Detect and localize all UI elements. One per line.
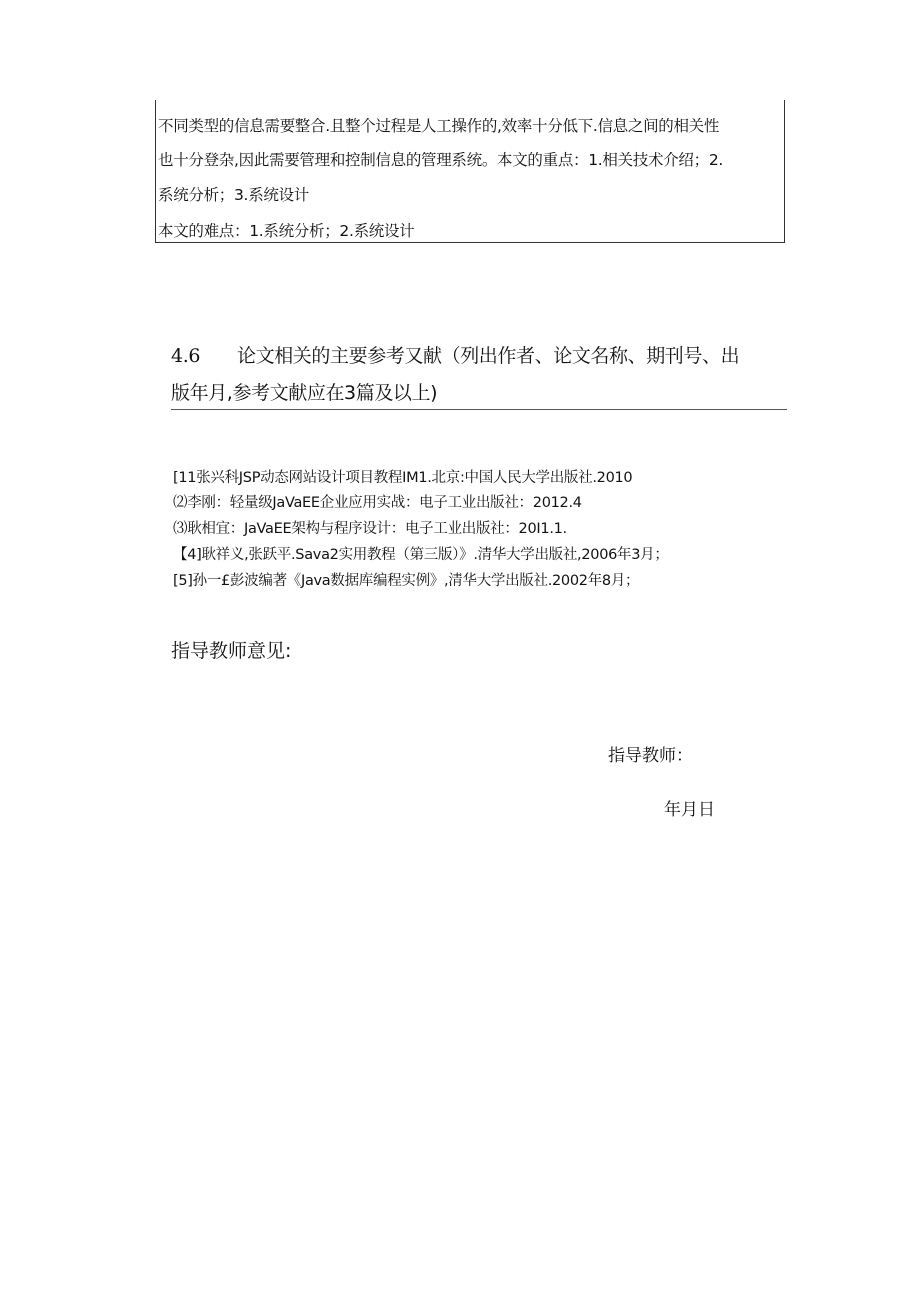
summary-line-4: 本文的难点：1.系统分析；2.系统设计 — [158, 222, 415, 240]
reference-item-4: 【4]耿祥义,张跃平.Sava2实用教程（第三版）》.清华大学出版社,2006年3月； — [173, 547, 669, 563]
summary-box — [155, 100, 785, 243]
date-label: 年月日 — [664, 800, 715, 820]
summary-line-1: 不同类型的信息需要整合.且整个过程是人工操作的,效率十分低下.信息之间的相关性 — [158, 117, 720, 135]
advisor-opinion-label: 指导教师意见: — [171, 640, 292, 662]
section-title-line-1: 论文相关的主要参考又献（列出作者、论文名称、期刊号、出 — [237, 345, 740, 367]
section-heading-line-2: 版年月,参考文献应在3篇及以上) — [171, 382, 438, 404]
summary-line-2: 也十分登杂,因此需要管理和控制信息的管理系统。本文的重点：1.相关技术介绍；2. — [158, 151, 724, 169]
advisor-signature-label: 指导教师： — [608, 746, 693, 766]
section-heading-line-1 — [171, 343, 739, 369]
heading-underline — [171, 409, 787, 410]
reference-item-2: ⑵李刚：轻量级JaVaEE企业应用实战：电子工业出版社：2012.4 — [173, 495, 582, 511]
reference-item-5: [5]孙一£彭波编著《Java数据库编程实例》,清华大学出版社.2002年8月； — [173, 573, 640, 589]
summary-line-3: 系统分析；3.系统设计 — [158, 186, 309, 204]
reference-item-1: [11张兴科JSP动态网站设计项目教程IM1.北京:中国人民大学出版社.2010 — [173, 470, 633, 486]
reference-item-3: ⑶耿相宜：JaVaEE架构与程序设计：电子工业出版社：20I1.1. — [173, 521, 567, 537]
section-number: 4.6 — [171, 345, 201, 367]
